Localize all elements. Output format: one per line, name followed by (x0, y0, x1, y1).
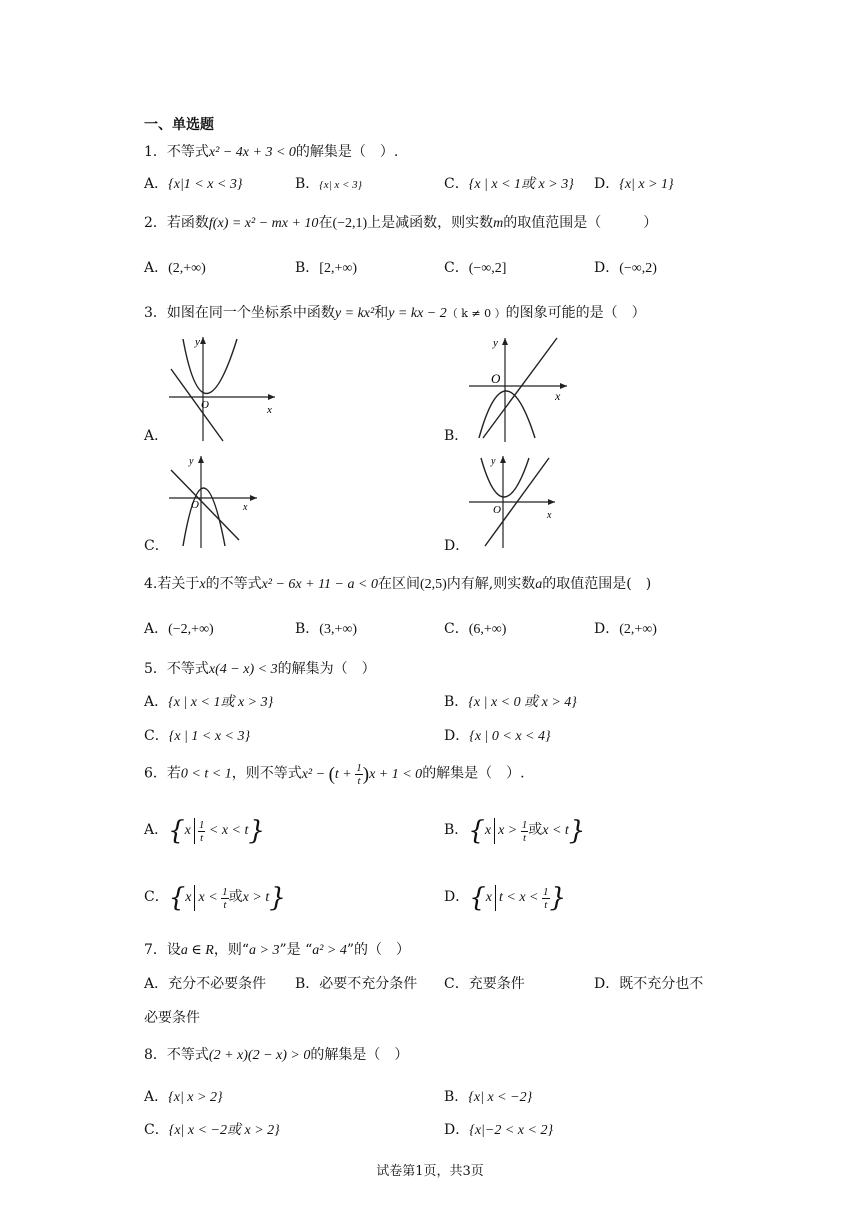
option-d[interactable]: D．(2,+∞) (594, 621, 657, 637)
option-d[interactable]: D．{x| x > 1} (594, 176, 674, 192)
axis-y-label: y (491, 456, 496, 467)
question-7: 7．设a ∈ R，则“a > 3”是 “a² > 4”的（ ） (144, 942, 411, 958)
option-b[interactable]: B． (444, 428, 469, 444)
math-expression: a ∈ R (180, 943, 214, 958)
option-d[interactable]: D．(−∞,2) (594, 260, 657, 276)
math-expression: f(x) = x² − mx + 10 (208, 216, 319, 231)
graph-c (165, 450, 265, 550)
question-number: 1． (144, 144, 167, 160)
option-a[interactable]: A． (144, 428, 169, 444)
option-d[interactable]: D．{x t < x < $\frac{1}{t}$ } (444, 883, 567, 914)
option-b[interactable]: B．(3,+∞) (295, 621, 357, 637)
option-a[interactable]: A．{x| x > 2} (144, 1089, 223, 1105)
option-c[interactable]: C． (144, 538, 169, 554)
question-text: 的解集是（ ）. (295, 144, 399, 160)
option-d[interactable]: D．{x|−2 < x < 2} (444, 1122, 554, 1138)
origin-label: O (191, 499, 199, 511)
option-a[interactable]: A．{x | x < 1或 x > 3} (144, 694, 274, 710)
math-expression: (−2,1) (332, 216, 368, 231)
math-expression: 0 < t < 1 (180, 766, 232, 782)
axis-y-label: y (195, 336, 200, 348)
option-b[interactable]: B．{x| x < −2} (444, 1089, 533, 1105)
origin-label: O (491, 371, 501, 386)
graph-a (165, 333, 280, 443)
option-a[interactable]: A．充分不必要条件 (144, 976, 267, 992)
math-expression: x² − 4x + 3 < 0 (208, 145, 296, 160)
option-c[interactable]: C．(−∞,2] (444, 260, 507, 276)
axis-x-label: x (267, 404, 272, 416)
math-expression: x² − 6x + 11 − a < 0 (261, 577, 378, 592)
math-expression: x² − (t + $\frac{1}{t}$ )x + 1 < 0 (301, 762, 423, 787)
option-d-wrap: 必要条件 (144, 1010, 200, 1026)
page-footer: 试卷第1页，共3页 (376, 1164, 484, 1179)
option-c[interactable]: C．{x x < $\frac{1}{t}$ 或x > t} (144, 883, 286, 914)
option-c[interactable]: C．{x| x < −2或 x > 2} (144, 1122, 280, 1138)
math-expression: y = kx − 2 (388, 306, 447, 321)
origin-label: O (201, 399, 209, 411)
question-2: 2．若函数f(x) = x² − mx + 10在(−2,1)上是减函数，则实数m的取值范围是（ ） (144, 215, 658, 231)
option-b[interactable]: B．{x x > $\frac{1}{t}$ 或x < t} (444, 816, 586, 847)
question-1 (144, 143, 398, 162)
option-a[interactable]: A．(−2,+∞) (144, 621, 214, 637)
option-b[interactable]: B．必要不充分条件 (295, 976, 418, 992)
option-a[interactable]: A．{x|1 < x < 3} (144, 176, 243, 192)
option-d[interactable]: D． (444, 538, 470, 554)
graph-d (467, 450, 562, 550)
axis-x-label: x (555, 389, 561, 403)
question-4: 4.若关于x的不等式x² − 6x + 11 − a < 0在区间(2,5)内有解,则实数a的取值范围是( ) (144, 576, 652, 592)
option-b[interactable]: B．[2,+∞) (295, 260, 357, 276)
axis-y-label: y (493, 337, 498, 349)
question-5: 5．不等式x(4 − x) < 3的解集为（ ） (144, 661, 376, 677)
question-6: 6．若0 < t < 1，则不等式x² − (t + $\frac{1}{t}$ )x + 1 < 0的解集是（ ）. (144, 762, 525, 787)
math-expression: a² > 4 (312, 943, 347, 958)
question-3: 3．如图在同一个坐标系中函数y = kx²和y = kx − 2（ k ≠ 0 ）的图象可能的是（ ） (144, 305, 646, 321)
section-title: 一、单选题 (144, 117, 214, 133)
option-c[interactable]: C．{x | x < 1或 x > 3} (444, 176, 574, 192)
origin-label: O (493, 504, 501, 516)
axis-x-label: x (547, 510, 552, 521)
question-8: 8．不等式(2 + x)(2 − x) > 0的解集是（ ） (144, 1047, 409, 1063)
graph-b (467, 334, 572, 444)
axis-x-label: x (243, 502, 248, 513)
option-a[interactable]: A．(2,+∞) (144, 260, 206, 276)
option-a[interactable]: A．{x $\frac{1}{t}$ < x < t} (144, 816, 265, 847)
option-c[interactable]: C．(6,+∞) (444, 621, 507, 637)
option-b[interactable]: B．{x| x < 3} (295, 176, 363, 192)
math-expression: (2,5) (419, 577, 447, 592)
option-b[interactable]: B．{x | x < 0 或 x > 4} (444, 694, 577, 710)
axis-y-label: y (189, 456, 194, 467)
question-text: 不等式 (166, 144, 209, 160)
option-c[interactable]: C．充要条件 (444, 976, 525, 992)
math-expression: x(4 − x) < 3 (208, 662, 278, 677)
math-expression: a > 3 (249, 943, 280, 958)
option-d[interactable]: D．既不充分也不 (594, 976, 704, 992)
option-d[interactable]: D．{x | 0 < x < 4} (444, 728, 551, 744)
math-expression: (2 + x)(2 − x) > 0 (208, 1048, 311, 1063)
option-c[interactable]: C．{x | 1 < x < 3} (144, 728, 251, 744)
math-expression: y = kx² (334, 306, 375, 321)
